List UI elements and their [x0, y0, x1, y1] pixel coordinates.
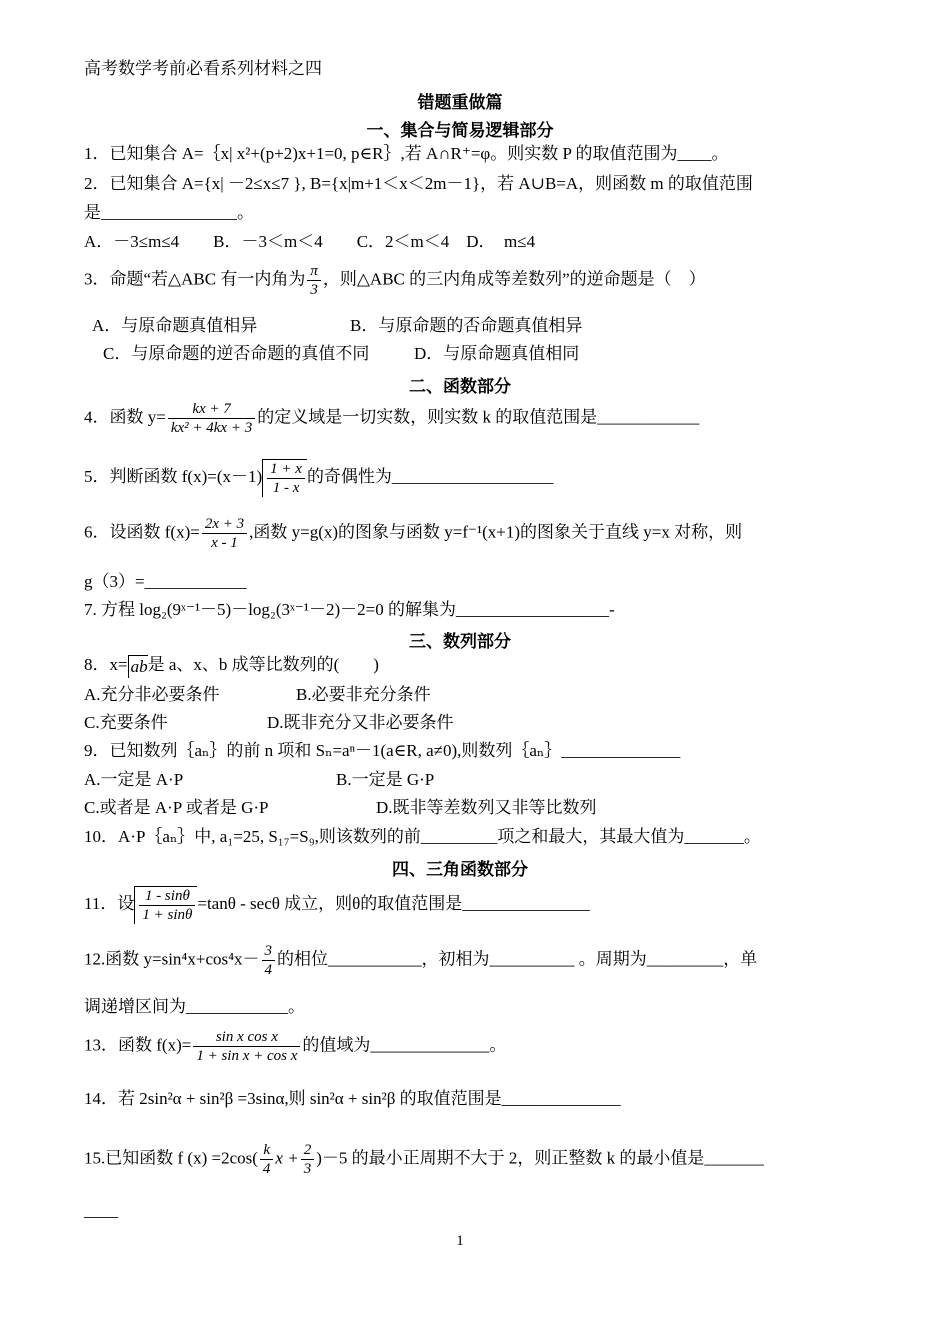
q13-text-post: 的值域为______________。	[302, 1035, 507, 1055]
q5-text-post: 的奇偶性为___________________	[306, 466, 554, 486]
fraction-denominator: 3	[310, 282, 318, 298]
question-15-cont: ____	[84, 1201, 118, 1220]
fraction-denominator: kx² + 4kx + 3	[170, 420, 253, 436]
q4-text-post: 的定义域是一切实数，则实数 k 的取值范围是____________	[257, 407, 700, 427]
q11-fraction	[139, 887, 195, 924]
q8-text-post: 是 a、x、b 成等比数列的( )	[147, 655, 379, 674]
question-1: 1．已知集合 A=｛x| x²+(p+2)x+1=0, p∈R｝,若 A∩R⁺=φ。则实数 P 的取值范围为____。	[84, 144, 729, 163]
question-4	[84, 400, 699, 437]
fraction-denominator: 1 + sinθ	[142, 907, 193, 923]
q8-radical	[128, 654, 148, 678]
fraction-denominator: x - 1	[211, 535, 238, 551]
fraction-numerator: k	[260, 1141, 274, 1160]
q12-fraction	[262, 942, 276, 979]
fraction-numerator: 2x + 3	[202, 515, 247, 534]
question-2-cont: 是________________。	[84, 203, 254, 222]
fraction-denominator: 4	[264, 962, 273, 978]
q13-text-pre: 13．函数 f(x)=	[84, 1035, 192, 1055]
fraction-numerator: sin x cos x	[193, 1028, 300, 1047]
radical-body: ab	[128, 655, 148, 678]
fraction-numerator: π	[307, 262, 321, 281]
q9-option-c: C.或者是 A·P 或者是 G·P	[84, 798, 269, 817]
question-5	[84, 459, 553, 497]
section-heading-4: 四、三角函数部分	[392, 860, 528, 879]
q9-option-d: D.既非等差数列又非等比数列	[376, 798, 597, 817]
q8-text-pre: 8．x=	[84, 655, 128, 674]
radical-body	[262, 459, 307, 497]
q4-fraction	[168, 400, 255, 437]
q3-option-a: A．与原命题真值相异	[92, 316, 258, 335]
question-14: 14．若 2sin²α + sin²β =3sinα,则 sin²α + sin²β 的取值范围是______________	[84, 1089, 621, 1108]
q3-option-b: B．与原命题的否命题真值相异	[350, 316, 583, 335]
question-13	[84, 1028, 506, 1065]
question-3	[84, 262, 706, 299]
fraction-denominator: 3	[303, 1161, 312, 1177]
fraction-numerator: 3	[262, 942, 276, 961]
q12-text-post: 的相位___________，初相为__________ 。周期为_________，单	[277, 949, 758, 969]
question-9: 9．已知数列｛aₙ｝的前 n 项和 Sₙ=aⁿ－1(a∈R, a≠0),则数列｛aₙ｝______________	[84, 741, 681, 760]
section-heading-2: 二、函数部分	[409, 377, 511, 396]
question-11	[84, 886, 590, 924]
question-6-cont: g（3）=____________	[84, 572, 247, 591]
q6-fraction	[202, 515, 247, 552]
question-10: 10．A·P｛aₙ｝中, a₁=25, S₁₇=S₉,则该数列的前_________项之和最大，其最大值为_______。	[84, 827, 761, 846]
q15-text-post: )－5 的最小正周期不大于 2，则正整数 k 的最小值是_______	[316, 1148, 764, 1168]
fraction-numerator: 1 - sinθ	[139, 887, 195, 906]
q3-text-post: ，则△ABC 的三内角成等差数列”的逆命题是（ ）	[322, 269, 706, 289]
q4-text-pre: 4．函数 y=	[84, 407, 166, 427]
q6-text-post: ,函数 y=g(x)的图象与函数 y=f⁻¹(x+1)的图象关于直线 y=x 对称，则	[249, 522, 743, 542]
question-8	[84, 654, 379, 678]
question-15	[84, 1141, 764, 1178]
q3-text-pre: 3．命题“若△ABC 有一内角为	[84, 269, 306, 289]
q11-radical	[134, 886, 197, 924]
section-heading-3: 三、数列部分	[409, 632, 511, 651]
q3-fraction	[307, 262, 321, 299]
fraction-denominator: 4	[262, 1161, 271, 1177]
question-2-options: A．－3≤m≤4 B．－3＜m＜4 C．2＜m＜4 D． m≤4	[84, 232, 536, 251]
question-7: 7. 方程 log₂(9ˣ⁻¹－5)－log₂(3ˣ⁻¹－2)－2=0 的解集为__________________-	[84, 600, 615, 619]
q3-option-c: C．与原命题的逆否命题的真值不同	[103, 344, 370, 363]
q8-option-a: A.充分非必要条件	[84, 685, 220, 704]
section-heading-1: 一、集合与简易逻辑部分	[366, 121, 554, 140]
question-6	[84, 515, 742, 552]
q15-text-pre: 15.已知函数 f (x) =2cos(	[84, 1148, 258, 1168]
question-12	[84, 942, 757, 979]
fraction-denominator: 1 - x	[272, 480, 300, 496]
q15-fraction-b	[301, 1141, 315, 1178]
header-text: 高考数学考前必看系列材料之四	[84, 59, 322, 78]
q11-text-post: =tanθ - secθ 成立，则θ的取值范围是_______________	[197, 893, 590, 913]
q15-text-mid: x +	[275, 1148, 299, 1168]
q11-text-pre: 11．设	[84, 893, 135, 913]
q8-option-b: B.必要非充分条件	[296, 685, 431, 704]
question-12-cont: 调递增区间为____________。	[84, 997, 305, 1016]
q8-option-c: C.充要条件	[84, 713, 168, 732]
q15-fraction-a	[260, 1141, 274, 1178]
q8-option-d: D.既非充分又非必要条件	[267, 713, 454, 732]
q9-option-a: A.一定是 A·P	[84, 770, 184, 789]
fraction-denominator: 1 + sin x + cos x	[196, 1048, 298, 1064]
q6-text-pre: 6．设函数 f(x)=	[84, 522, 200, 542]
q3-option-d: D．与原命题真值相同	[414, 344, 580, 363]
q9-option-b: B.一定是 G·P	[336, 770, 435, 789]
q13-fraction	[193, 1028, 300, 1065]
question-2: 2．已知集合 A={x| －2≤x≤7 }, B={x|m+1＜x＜2m－1}，若 A∪B=A，则函数 m 的取值范围	[84, 174, 753, 193]
q5-fraction	[267, 460, 305, 497]
page-title: 错题重做篇	[417, 93, 503, 112]
q5-radical	[262, 459, 307, 497]
radical-body	[134, 886, 197, 924]
fraction-numerator: kx + 7	[168, 400, 255, 419]
fraction-numerator: 2	[301, 1141, 315, 1160]
q5-text-pre: 5．判断函数 f(x)=(x－1)	[84, 466, 263, 486]
page-number: 1	[456, 1233, 464, 1249]
fraction-numerator: 1 + x	[267, 460, 305, 479]
q12-text-pre: 12.函数 y=sin⁴x+cos⁴x－	[84, 949, 260, 969]
